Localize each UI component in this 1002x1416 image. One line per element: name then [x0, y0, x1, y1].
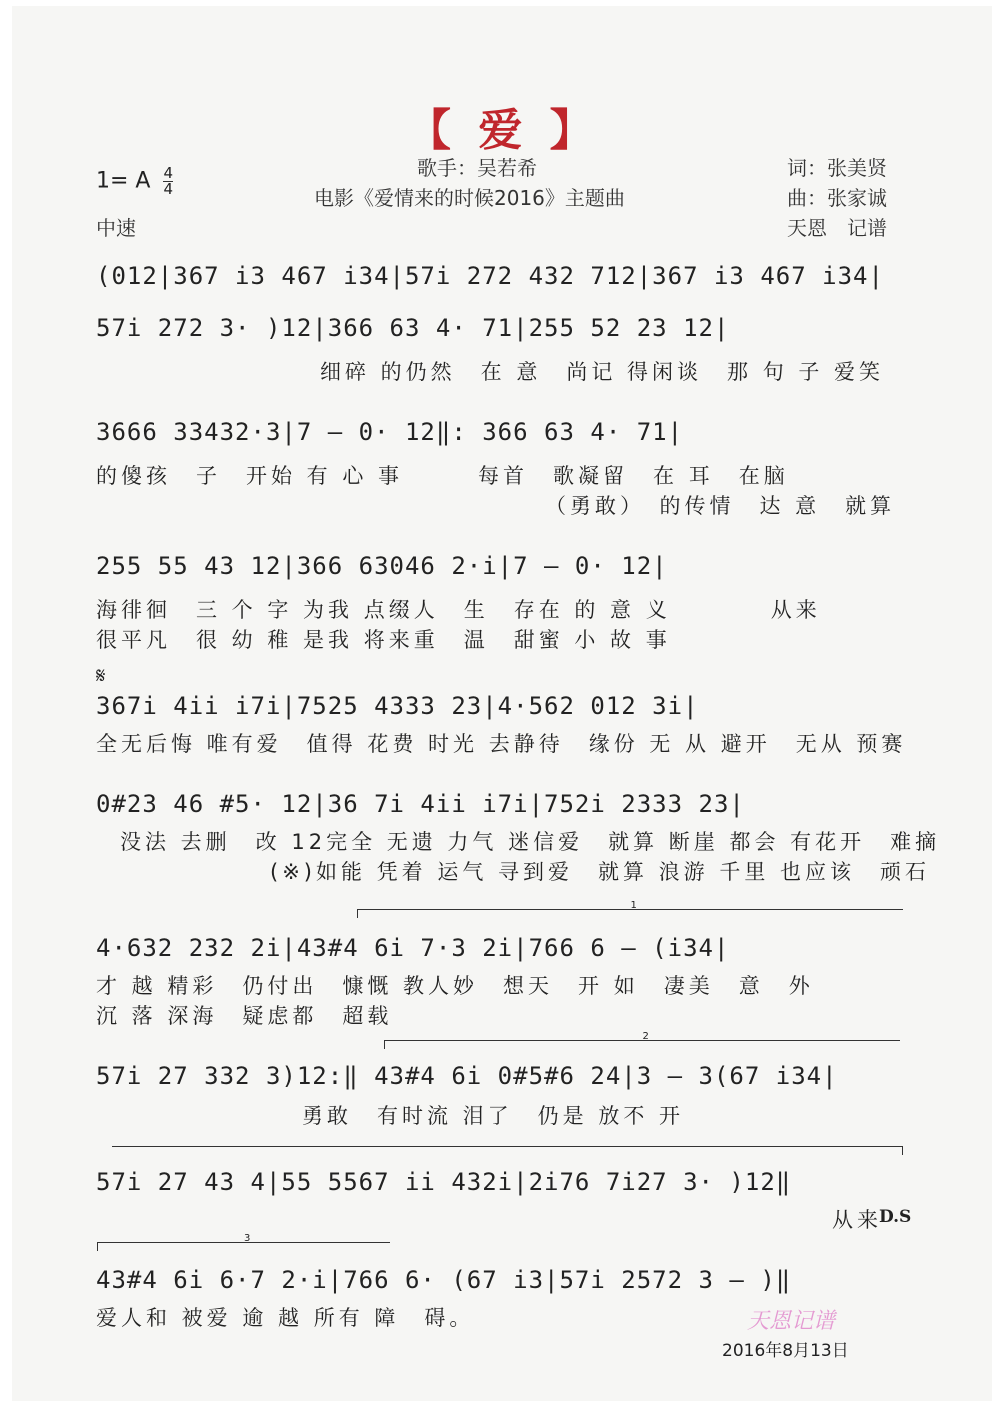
lyricist-credit: 词：张美贤: [787, 156, 887, 180]
notation-row: 57i 27 43 4|55 5567 ii 432i|2i76 7i27 3· )12‖: [96, 1168, 792, 1196]
segno-sign: 𝄋: [96, 664, 106, 689]
singer-credit: 歌手：吴若希: [417, 156, 537, 180]
lyrics-line: 海徘徊 三 个 字 为我 点缀人 生 存在 的 意 义 从来: [96, 598, 821, 622]
lyrics-line-second: (※)如能 凭着 运气 寻到爱 就算 浪游 千里 也应该 顽石: [270, 860, 931, 884]
volta-bracket-3: [97, 1233, 390, 1251]
notation-row: 43#4 6i 6·7 2·i|766 6· (67 i3|57i 2572 3 – )‖: [96, 1266, 792, 1294]
notation-row: 57i 27 332 3)12:‖ 43#4 6i 0#5#6 24|3 – 3(67 i34|: [96, 1062, 838, 1090]
notation-row: 3666 33432·3|7 – 0· 12‖: 366 63 4· 71|: [96, 418, 684, 446]
notation-row: 255 55 43 12|366 63046 2·i|7 – 0· 12|: [96, 552, 668, 580]
transcriber-credit: 天恩 记谱: [787, 216, 887, 240]
notation-row: 367i 4ii i7i|7525 4333 23|4·562 012 3i|: [96, 692, 699, 720]
lyrics-line: 全无后悔 唯有爱 值得 花费 时光 去静待 缘份 无 从 避开 无从 预赛: [96, 732, 907, 756]
lyrics-line: 爱人和 被爱 逾 越 所有 障 碍。: [96, 1306, 475, 1330]
dal-segno-marking: D.S: [879, 1207, 912, 1227]
lyrics-line-second: 很平凡 很 幼 稚 是我 将来重 温 甜蜜 小 故 事: [96, 628, 671, 652]
song-title: 【 爱 】: [407, 105, 600, 156]
tempo-marking: 中速: [96, 216, 136, 240]
notation-row: (012|367 i3 467 i34|57i 272 432 712|367 i3 467 i34|: [96, 262, 884, 290]
volta-number: 1: [630, 900, 637, 911]
phrase-bracket: [112, 1146, 903, 1155]
lyrics-line: 才 越 精彩 仍付出 慷慨 教人妙 想天 开 如 凄美 意 外: [96, 974, 814, 998]
volta-bracket-2: [384, 1031, 900, 1049]
composer-credit: 曲：张家诚: [787, 186, 887, 210]
lyrics-line: 从来: [832, 1208, 882, 1232]
volta-number: 2: [642, 1031, 649, 1042]
lyrics-line: 勇敢 有时流 泪了 仍是 放不 开: [302, 1104, 685, 1128]
transcriber-stamp: 天恩记谱: [747, 1309, 836, 1334]
lyrics-line: 的傻孩 子 开始 有 心 事 每首 歌凝留 在 耳 在脑: [96, 464, 789, 488]
volta-bracket-1: [357, 900, 903, 918]
transcription-date: 2016年8月13日: [722, 1341, 849, 1361]
lyrics-line: 没法 去删 改 12完全 无遗 力气 迷信爱 就算 断崖 都会 有花开 难摘: [120, 830, 941, 854]
notation-row: 4·632 232 2i|43#4 6i 7·3 2i|766 6 – (i34|: [96, 934, 730, 962]
notation-row: 57i 272 3· )12|366 63 4· 71|255 52 23 12|: [96, 314, 730, 342]
lyrics-line: 细碎 的仍然 在 意 尚记 得闲谈 那 句 子 爱笑: [320, 360, 885, 384]
score-page: [12, 6, 992, 1401]
key-signature: [96, 166, 173, 197]
lyrics-line-second: 沉 落 深海 疑虑都 超载: [96, 1004, 393, 1028]
lyrics-line-second: （勇敢） 的传情 达 意 就算: [545, 494, 896, 518]
key-label: 1= A: [96, 168, 151, 194]
movie-credit: 电影《爱情来的时候2016》主题曲: [314, 186, 625, 210]
time-top: 4: [163, 164, 174, 182]
volta-number: 3: [244, 1233, 251, 1244]
notation-row: 0#23 46 #5· 12|36 7i 4ii i7i|752i 2333 23|: [96, 790, 745, 818]
time-signature: [163, 166, 173, 197]
time-bottom: 4: [163, 180, 174, 198]
